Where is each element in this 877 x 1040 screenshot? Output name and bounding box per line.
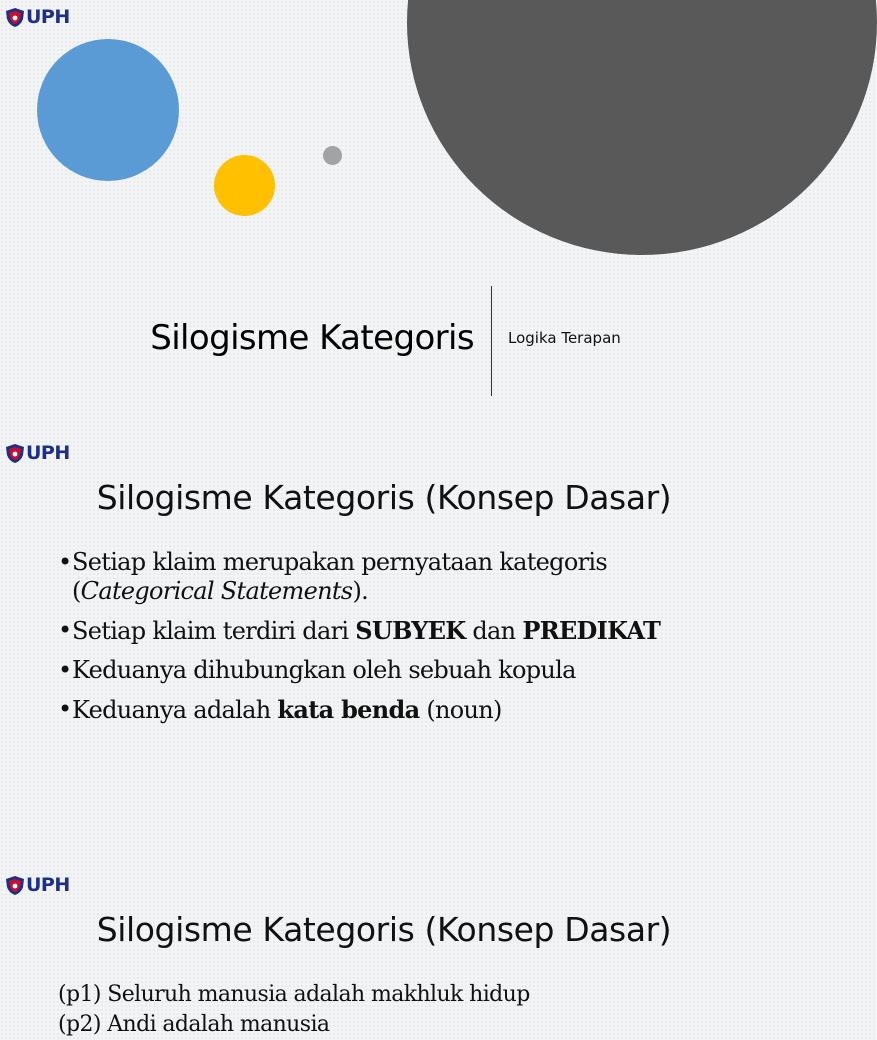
uph-logo [5, 6, 70, 28]
concept-slide [0, 430, 768, 830]
presentation-subtitle: Logika Terapan [508, 329, 621, 347]
premise-list [58, 980, 530, 1040]
logo-text: UPH [26, 6, 70, 28]
bullet-list [58, 548, 748, 735]
logo-text: UPH [26, 442, 70, 464]
yellow-circle [214, 155, 275, 216]
slide-title: Silogisme Kategoris (Konsep Dasar) [96, 910, 672, 949]
uph-shield-icon [5, 7, 25, 28]
uph-shield-icon [5, 443, 25, 464]
blue-circle [37, 39, 179, 181]
title-slide [0, 0, 768, 400]
bullet-item: • Setiap klaim merupakan pernyataan kategoris (Categorical Statements). [58, 548, 748, 606]
bullet-item: • Keduanya adalah kata benda (noun) [58, 695, 748, 725]
dark-gray-circle [407, 0, 877, 255]
presentation-title: Silogisme Kategoris [150, 318, 474, 358]
uph-logo [5, 442, 70, 464]
uph-shield-icon [5, 875, 25, 896]
uph-logo [5, 874, 70, 896]
premise-item: (p1) Seluruh manusia adalah makhluk hidup [58, 982, 530, 1007]
logo-text: UPH [26, 874, 70, 896]
slide-title: Silogisme Kategoris (Konsep Dasar) [96, 478, 672, 517]
bullet-item: • Keduanya dihubungkan oleh sebuah kopula [58, 656, 748, 685]
small-gray-circle [323, 146, 342, 165]
example-slide [0, 862, 768, 1037]
bullet-item: • Setiap klaim terdiri dari SUBYEK dan PREDIKAT [58, 616, 748, 646]
premise-item: (p2) Andi adalah manusia [58, 1012, 330, 1037]
title-divider [491, 286, 492, 396]
